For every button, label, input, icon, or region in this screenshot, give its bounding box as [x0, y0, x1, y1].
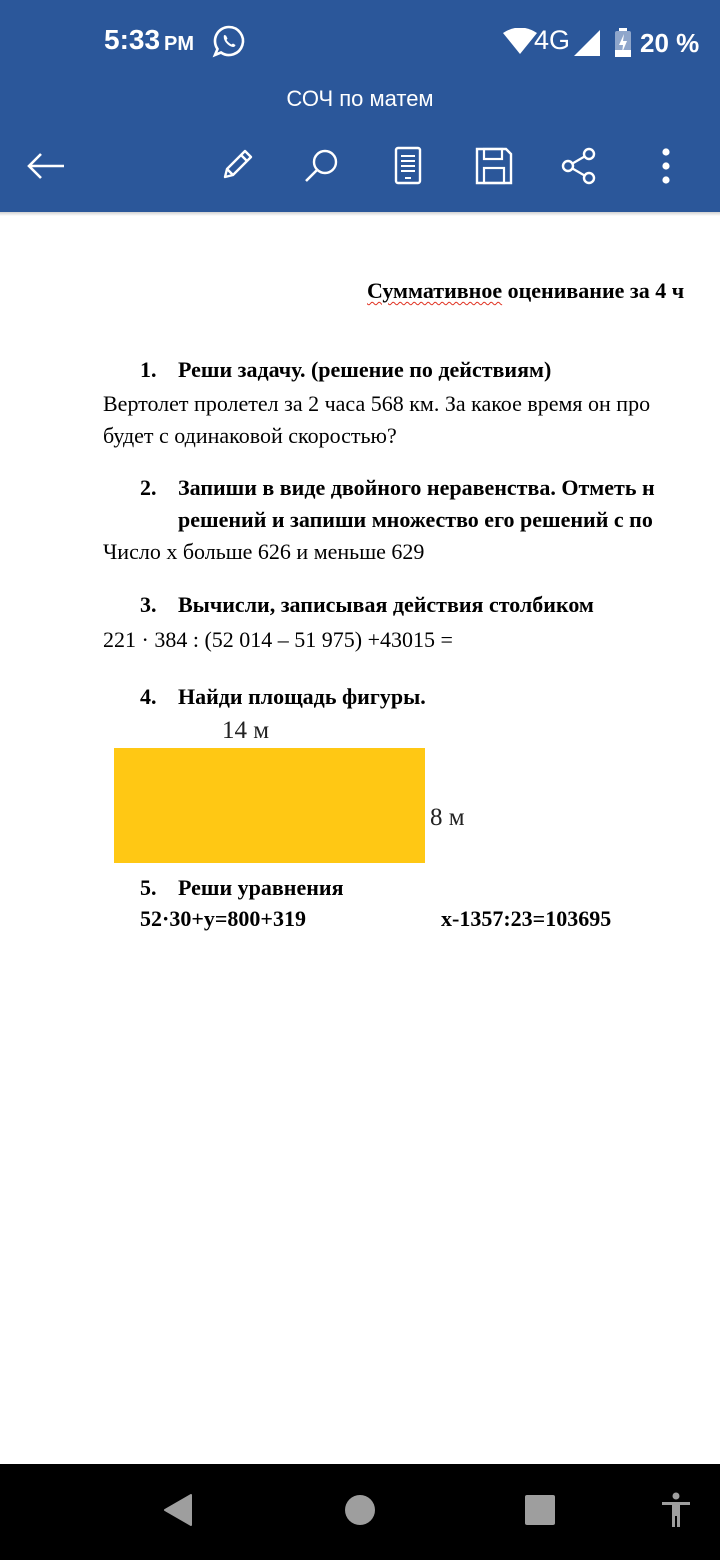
document-heading	[367, 278, 684, 304]
back-arrow-icon	[26, 151, 66, 181]
more-options-button[interactable]	[638, 138, 694, 194]
heading-rest: оценивание за 4 ч	[502, 278, 685, 303]
more-vert-icon	[660, 146, 672, 186]
mobile-view-button[interactable]	[380, 138, 436, 194]
task-2-heading	[140, 475, 655, 501]
task-1-text-line-1: Вертолет пролетел за 2 часа 568 км. За какое время он про	[103, 391, 651, 416]
accessibility-icon	[661, 1492, 691, 1533]
heading-spellcheck-word: Суммативное	[367, 278, 503, 303]
share-icon	[559, 146, 599, 186]
task-1-text-line-2: будет с одинаковой скоростью?	[103, 423, 397, 448]
recents-square-icon	[524, 1494, 556, 1531]
task-5-title: Реши уравнения	[178, 875, 344, 900]
wifi-icon	[502, 28, 538, 54]
task-4-number: 4.	[140, 684, 157, 709]
search-icon	[302, 146, 342, 186]
task-5-number: 5.	[140, 875, 157, 900]
task-3-heading	[140, 592, 594, 618]
task-2-text-line-1: Число х больше 626 и меньше 629	[103, 539, 425, 564]
status-time: 5:33	[104, 24, 161, 55]
task-2-title: Запиши в виде двойного неравенства. Отметь н	[178, 475, 655, 500]
accessibility-button[interactable]	[652, 1488, 700, 1536]
document-title: СОЧ по матем	[286, 86, 434, 111]
rectangle-height-label: 8 м	[430, 804, 465, 831]
task-3-number: 3.	[140, 592, 157, 617]
back-button[interactable]	[18, 138, 74, 194]
system-navigation-bar	[0, 1464, 720, 1560]
home-circle-icon	[344, 1494, 376, 1531]
task-5-heading	[140, 875, 343, 901]
battery-percent: 20 %	[640, 28, 700, 58]
task-2-number: 2.	[140, 475, 157, 500]
share-button[interactable]	[551, 138, 607, 194]
mobile-view-icon	[393, 146, 423, 186]
task-3-title: Вычисли, записывая действия столбиком	[178, 592, 594, 617]
nav-back-button[interactable]	[154, 1488, 202, 1536]
task-4-title: Найди площадь фигуры.	[178, 684, 426, 709]
task-3-expression: 221 · 384 : (52 014 – 51 975) +43015 =	[103, 627, 453, 652]
document-page[interactable]	[0, 216, 720, 1464]
task-2-title-line-2: решений и запиши множество его решений с по	[178, 507, 653, 532]
equation-2: х-1357:23=103695	[441, 906, 612, 931]
task-1-heading	[140, 357, 551, 383]
battery-icon	[614, 28, 632, 58]
search-button[interactable]	[294, 138, 350, 194]
nav-recents-button[interactable]	[516, 1488, 564, 1536]
nav-home-button[interactable]	[336, 1488, 384, 1536]
save-icon	[474, 146, 514, 186]
task-4-heading	[140, 684, 426, 710]
equation-1: 52·30+у=800+319	[140, 906, 306, 931]
whatsapp-icon	[212, 24, 246, 58]
task-1-title: Реши задачу. (решение по действиям)	[178, 357, 552, 382]
signal-icon	[574, 30, 600, 56]
pencil-icon	[216, 146, 256, 186]
app-bar	[0, 0, 720, 212]
save-button[interactable]	[466, 138, 522, 194]
task-1-number: 1.	[140, 357, 157, 382]
network-type: 4G	[534, 25, 571, 55]
edit-button[interactable]	[208, 138, 264, 194]
rectangle-width-label: 14 м	[222, 717, 270, 744]
back-triangle-icon	[162, 1493, 194, 1532]
status-ampm: PM	[164, 33, 194, 55]
rectangle-figure	[114, 748, 425, 863]
